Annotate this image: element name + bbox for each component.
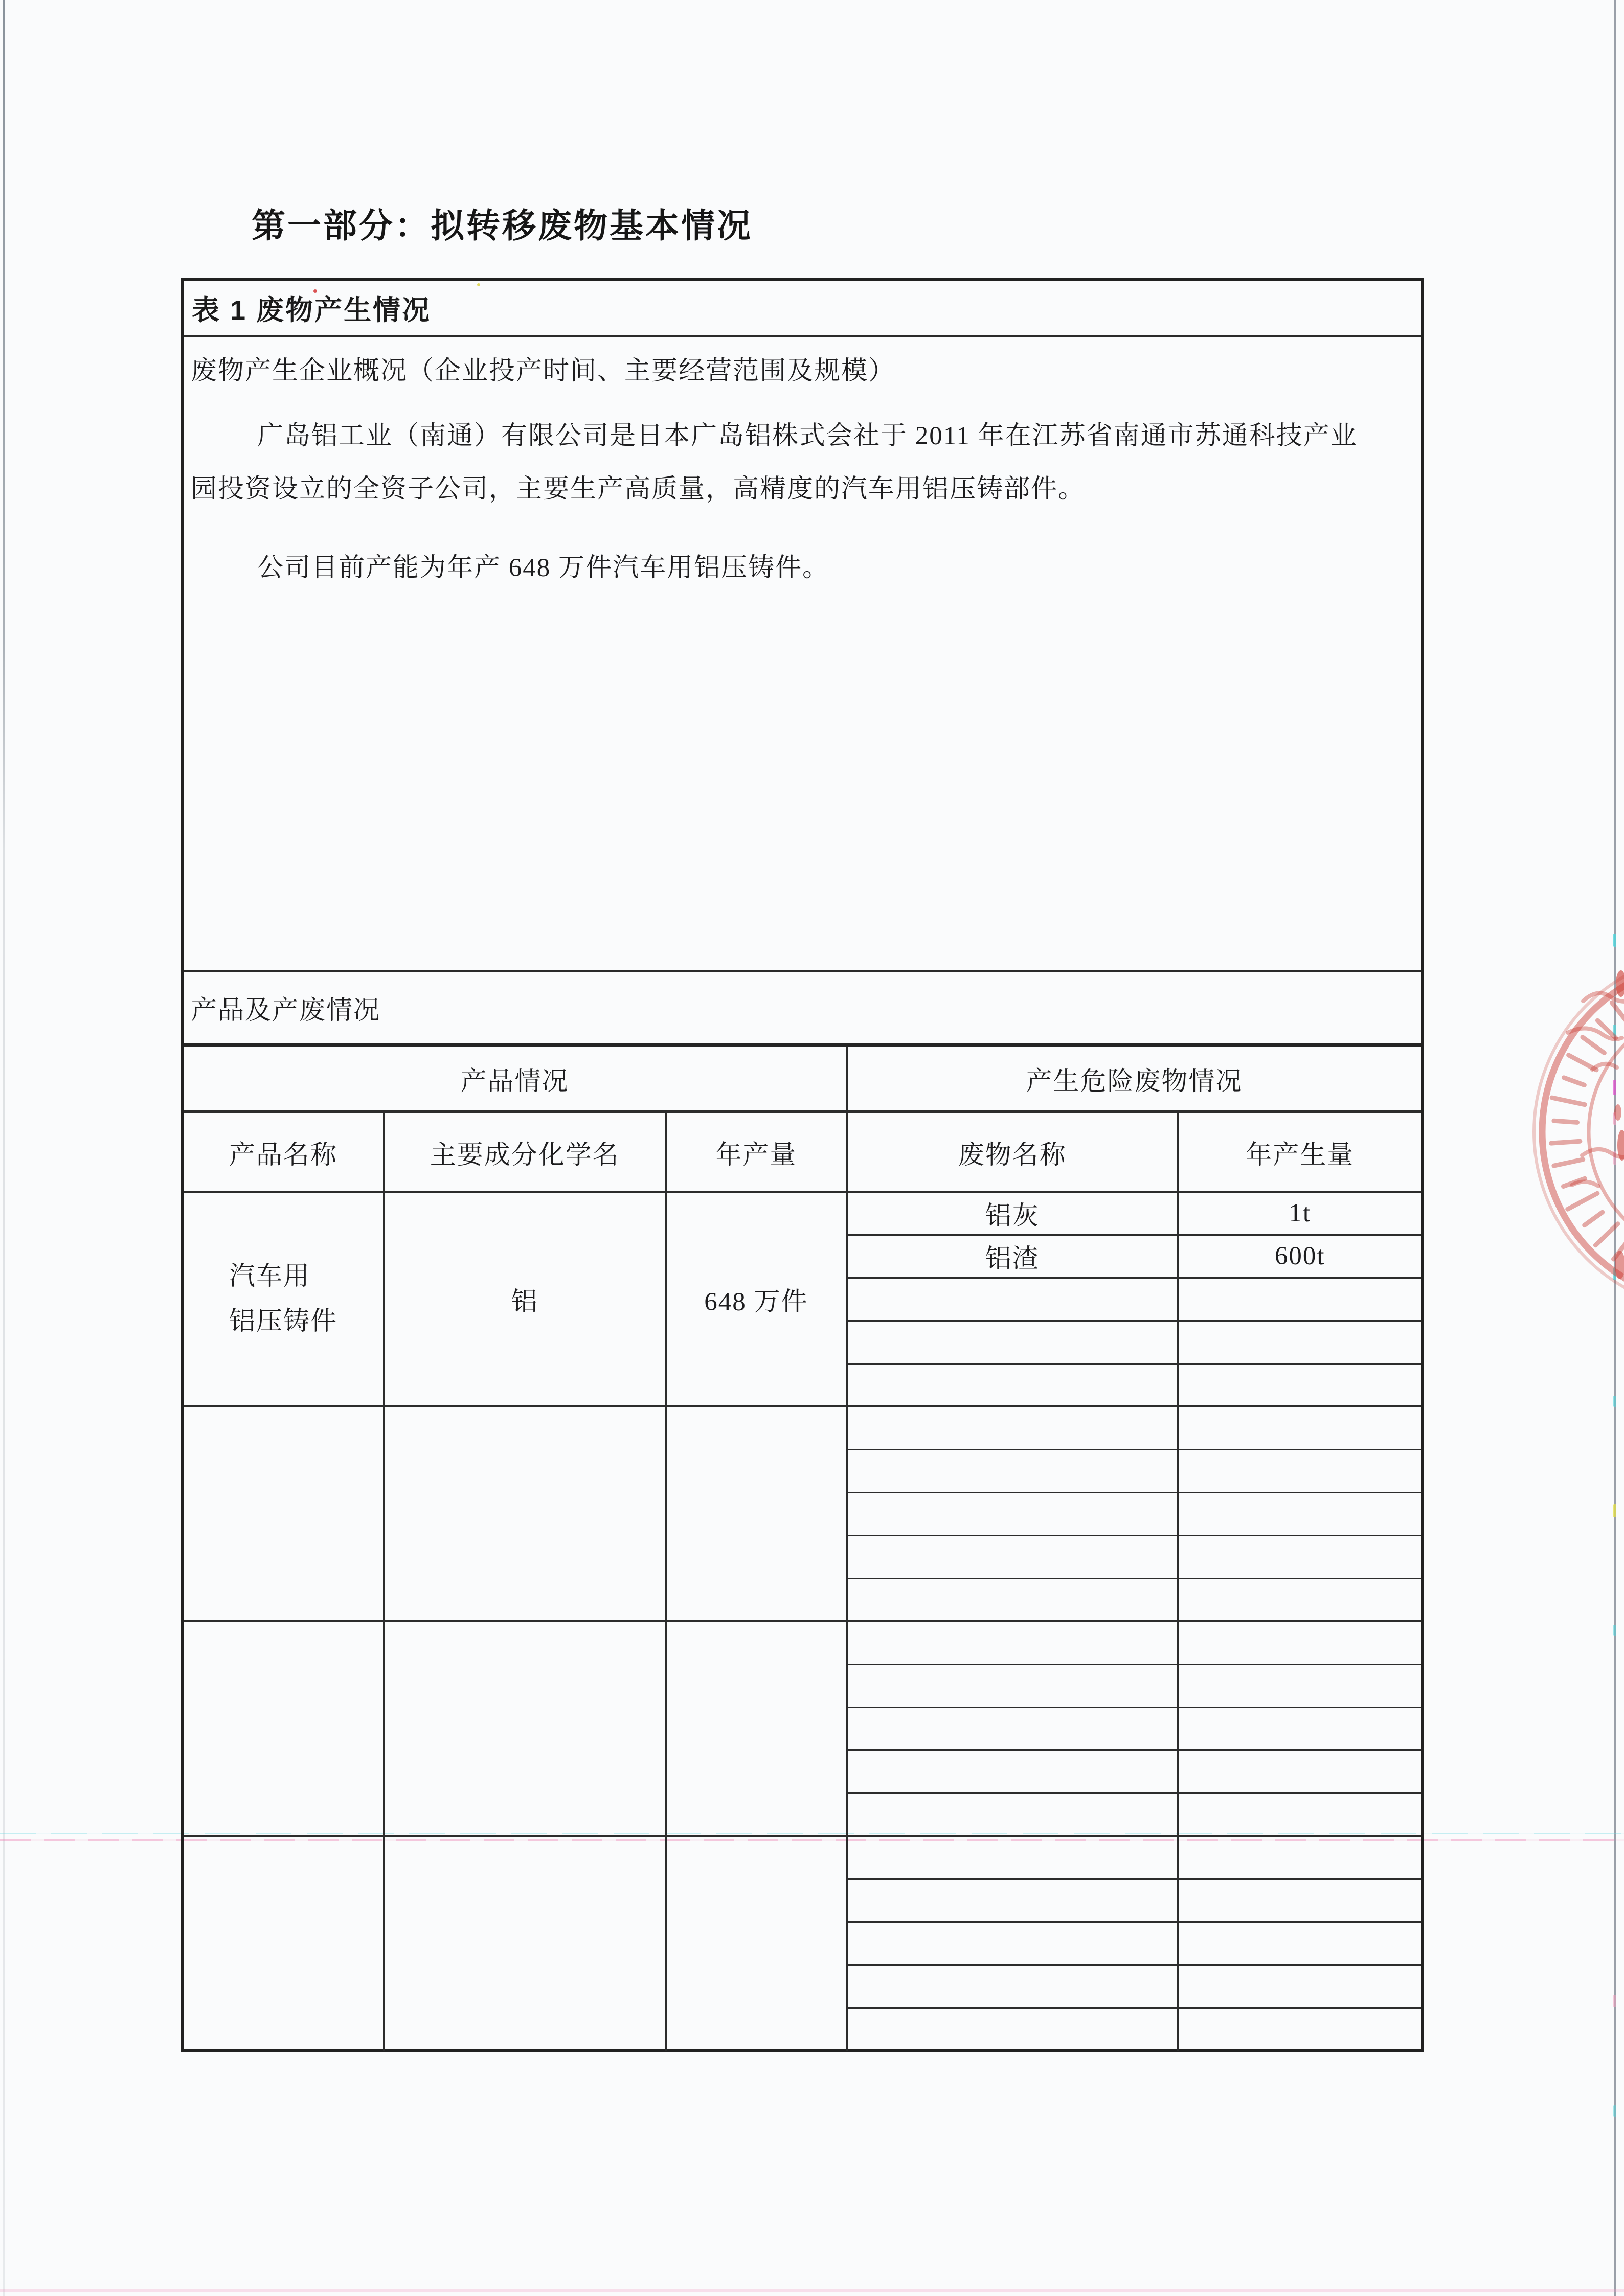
waste-amount-cell [1178,1664,1421,1707]
column-header-product-name: 产品名称 [184,1112,384,1192]
waste-amount-cell [1178,2008,1421,2051]
waste-name-cell [847,1922,1178,1965]
waste-amount-cell [1178,1836,1421,1879]
seal-arc-text-mark [1568,1193,1597,1209]
waste-amount-cell [1178,1707,1421,1750]
waste-name-cell [847,1836,1178,1879]
waste-name-cell [847,1793,1178,1836]
annual-output-cell: 648 万件 [666,1192,847,1406]
scan-tick-pink [1613,1995,1616,2007]
seal-arc-text-mark [1612,1003,1624,1028]
waste-row [184,1406,1421,1449]
products-section-label: 产品及产废情况 [184,972,1421,1047]
waste-amount-cell: 600t [1178,1235,1421,1278]
waste-amount-cell [1178,1535,1421,1578]
column-header-waste-name: 废物名称 [847,1112,1178,1192]
waste-name-cell [847,1965,1178,2008]
product-name-cell [184,1192,384,1406]
column-header-annual-output: 年产量 [666,1112,847,1192]
product-name-cell [184,1621,384,1836]
seal-arc-text-mark [1554,1121,1577,1122]
seal-arc-text-mark [1569,1055,1597,1070]
overview-paragraph-1-line-2: 园投资设立的全资子公司，主要生产高质量，高精度的汽车用铝压铸部件。 [191,475,1086,504]
waste-name-cell [847,1707,1178,1750]
waste-amount-cell [1178,1449,1421,1492]
waste-row [184,1192,1421,1235]
scan-tick-cyan [1613,2105,1616,2117]
waste-name-cell [847,1621,1178,1664]
waste-name-cell: 铝渣 [847,1235,1178,1278]
overview-label: 废物产生企业概况（企业投产时间、主要经营范围及规模） [191,357,896,385]
column-header-main-component: 主要成分化学名 [384,1112,666,1192]
main-component-cell [384,1836,666,2051]
annual-output-cell [666,1836,847,2051]
product-name-cell [184,1836,384,2051]
product-name-cell [184,1406,384,1621]
waste-amount-cell [1178,1363,1421,1406]
seal-arc-text-mark [1554,1160,1583,1166]
red-seal-stamp [1506,901,1624,1310]
group-header-products: 产品情况 [184,1047,847,1112]
waste-amount-cell [1178,1621,1421,1664]
scanner-edge-line-left [3,0,5,2296]
waste-amount-cell [1178,1793,1421,1836]
seal-arc-text-mark [1564,1078,1584,1085]
main-component-cell [384,1621,666,1836]
scan-tick-yellow [1613,1504,1616,1517]
waste-amount-cell: 1t [1178,1192,1421,1235]
product-name-line: 汽车用 [229,1262,311,1291]
waste-name-cell [847,1278,1178,1321]
seal-arc-text-mark [1595,1224,1617,1245]
waste-amount-cell [1178,1965,1421,2008]
column-header-row [184,1112,1421,1192]
waste-name-cell [847,2008,1178,2051]
product-name-line: 铝压铸件 [229,1307,338,1336]
scan-tick-cyan [1613,1396,1616,1407]
waste-name-cell [847,1406,1178,1449]
waste-name-cell [847,1750,1178,1793]
waste-name-cell [847,1363,1178,1406]
column-header-annual-waste: 年产生量 [1178,1112,1421,1192]
waste-amount-cell [1178,1492,1421,1535]
waste-row [184,1621,1421,1664]
waste-amount-cell [1178,1278,1421,1321]
waste-name-cell: 铝灰 [847,1192,1178,1235]
overview-paragraph-1 [191,410,1410,516]
waste-name-cell [847,1449,1178,1492]
scan-streak-bottom [0,2289,1624,2292]
overview-paragraph-1-line-1: 广岛铝工业（南通）有限公司是日本广岛铝株式会社于 2011 年在江苏省南通市苏通科技产业 [257,422,1358,450]
waste-name-cell [847,1879,1178,1922]
enterprise-overview-cell [184,349,1421,972]
waste-name-cell [847,1492,1178,1535]
waste-amount-cell [1178,1321,1421,1363]
seal-arc-text-mark [1551,1141,1580,1143]
page-title: 第一部分：拟转移废物基本情况 [252,207,753,244]
scan-tick-cyan [1613,1625,1616,1636]
waste-amount-cell [1178,1879,1421,1922]
waste-row [184,1836,1421,1879]
annual-output-cell [666,1406,847,1621]
waste-amount-cell [1178,1578,1421,1621]
table1-caption: 表 1 废物产生情况 [184,281,1421,337]
waste-name-cell [847,1664,1178,1707]
main-component-cell [384,1406,666,1621]
seal-arc-text-mark [1552,1098,1585,1105]
waste-name-cell [847,1535,1178,1578]
annual-output-cell [666,1621,847,1836]
group-header-waste: 产生危险废物情况 [847,1047,1421,1112]
seal-arc-text-mark [1585,1212,1603,1225]
seal-arc-text-mark [1583,1037,1604,1053]
products-waste-table [184,1047,1421,2051]
overview-paragraph-2: 公司目前产能为年产 648 万件汽车用铝压铸件。 [257,554,830,582]
waste-amount-cell [1178,1922,1421,1965]
waste-name-cell [847,1578,1178,1621]
group-header-row [184,1047,1421,1112]
main-component-cell: 铝 [384,1192,666,1406]
waste-amount-cell [1178,1750,1421,1793]
table1-form [181,278,1424,2052]
waste-amount-cell [1178,1406,1421,1449]
waste-name-cell [847,1321,1178,1363]
